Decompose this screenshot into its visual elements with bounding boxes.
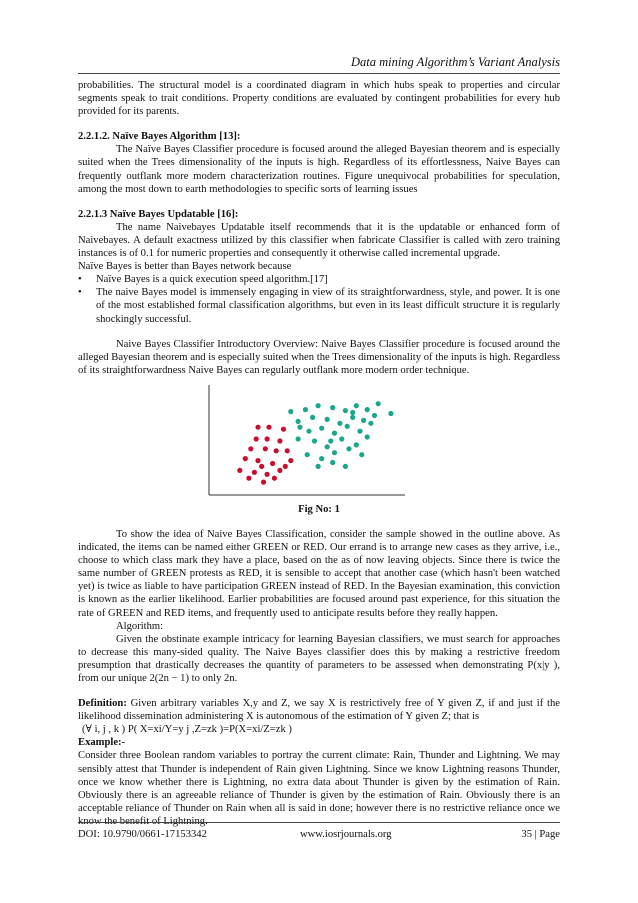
advantages-list xyxy=(78,273,560,325)
scatter-point-green xyxy=(346,446,351,451)
page-body xyxy=(78,79,560,828)
overview-paragraph: Naive Bayes Classifier Introductory Overview: Naive Bayes Classifier procedure is focused around the alleged Bayesian theorem and is especially suited when the Trees dimensionality of the inputs is high. Regardless of its straightforwardness Naive Bayes can regularly outflank more modern order technique. xyxy=(78,338,560,376)
scatter-point-green xyxy=(312,438,317,443)
scatter-point-green xyxy=(328,438,333,443)
footer-website: www.iosrjournals.org xyxy=(300,829,392,840)
naive-bayes-paragraph: The Naïve Bayes Classifier procedure is focused around the alleged Bayesian theorem and is especially suited when the Trees dimensionality of the inputs is high. Regardless of its effortlessness, Naive Bayes can frequently outflank more modern characterization routines. Figure unequivocal probabilities for speculation, among the most down to earth methodologies to specific sorts of learning issues xyxy=(78,144,560,195)
scatter-point-green xyxy=(350,415,355,420)
definition-paragraph xyxy=(78,697,560,723)
scatter-point-green xyxy=(357,428,362,433)
scatter-point-green xyxy=(350,410,355,415)
scatter-point-green xyxy=(306,428,311,433)
naive-bayes-updatable-paragraph: The name Naivebayes Updatable itself recommends that it is the updatable or enhanced form of Naivebayes. A default exactness utilized by this classifier when fabricate Classifier is called with zero training instances is of 0.1 for numeric properties and consequently it otherwise called incremental upgrade. xyxy=(78,221,560,260)
footer-doi: DOI: 10.9790/0661-17153342 xyxy=(78,829,207,840)
scatter-point-green xyxy=(316,464,321,469)
scatter-point-green xyxy=(372,413,377,418)
scatter-point-red xyxy=(237,468,242,473)
scatter-point-green xyxy=(376,401,381,406)
scatter-figure xyxy=(208,384,406,496)
scatter-point-green xyxy=(365,434,370,439)
footer-page-number: 35 | Page xyxy=(521,829,560,840)
scatter-point-green xyxy=(325,444,330,449)
scatter-point-red xyxy=(265,436,270,441)
scatter-point-red xyxy=(277,438,282,443)
scatter-point-red xyxy=(252,470,257,475)
formula: (∀ i, j , k ) P( X=xi/Y=y j ,Z=zk )=P(X=xi/Z=zk ) xyxy=(82,724,292,736)
scatter-plot xyxy=(208,384,406,496)
scatter-point-green xyxy=(330,405,335,410)
scatter-point-red xyxy=(261,479,266,484)
scatter-point-green xyxy=(305,452,310,457)
scatter-point-green xyxy=(296,419,301,424)
intro-paragraph: probabilities. The structural model is a coordinated diagram in which hubs speak to properties and circular segments speak to trait conditions. Property conditions are evaluated by contingent probabilities for every hub provided for its parents. xyxy=(78,80,560,118)
scatter-point-red xyxy=(277,468,282,473)
scatter-point-green xyxy=(359,452,364,457)
scatter-point-red xyxy=(281,426,286,431)
scatter-point-green xyxy=(319,456,324,461)
scatter-point-green xyxy=(316,403,321,408)
scatter-point-red xyxy=(288,458,293,463)
scatter-point-red xyxy=(248,446,253,451)
scatter-point-green xyxy=(354,403,359,408)
scatter-point-green xyxy=(330,460,335,465)
scatter-point-green xyxy=(343,408,348,413)
scatter-point-green xyxy=(388,411,393,416)
scatter-point-green xyxy=(288,409,293,414)
scatter-point-green xyxy=(319,425,324,430)
scatter-point-green xyxy=(296,436,301,441)
definition-text: Given arbitrary variables X,y and Z, we say X is restrictively free of Y given Z, if and just if the likelihood dissemination administering X is autonomous of the estimation of Y given Z; that is xyxy=(78,698,560,723)
scatter-point-green xyxy=(361,418,366,423)
scatter-point-green xyxy=(368,421,373,426)
scatter-point-red xyxy=(243,456,248,461)
running-header: Data mining Algorithm’s Variant Analysis xyxy=(350,55,560,69)
scatter-point-green xyxy=(303,407,308,412)
scatter-point-green xyxy=(339,436,344,441)
header-rule xyxy=(78,73,560,74)
scatter-point-green xyxy=(365,407,370,412)
scatter-point-red xyxy=(274,448,279,453)
example-label: Example:- xyxy=(78,737,126,749)
scatter-point-green xyxy=(297,424,302,429)
list-item: • Naïve Bayes is a quick execution speed algorithm.[17] xyxy=(78,273,560,286)
scatter-point-red xyxy=(255,424,260,429)
scatter-point-green xyxy=(325,417,330,422)
scatter-point-red xyxy=(254,436,259,441)
section-heading-naive-bayes-updatable: 2.2.1.3 Naïve Bayes Updatable [16]: xyxy=(78,208,239,220)
scatter-point-red xyxy=(259,464,264,469)
scatter-point-red xyxy=(270,461,275,466)
scatter-point-red xyxy=(266,424,271,429)
scatter-point-red xyxy=(246,475,251,480)
scatter-point-green xyxy=(332,450,337,455)
scatter-point-red xyxy=(285,448,290,453)
section-heading-naive-bayes: 2.2.1.2. Naïve Bayes Algorithm [13]: xyxy=(78,131,241,143)
example-paragraph: Consider three Boolean random variables to portray the current climate: Rain, Thunder and Lightning. We may sensibly attest that Thunder is independent of Rain given Lightning. Since we know Lightning reasons Thunder, once we know whether there is Lightning, no extra data about Thunder is given by the estimation of Rain. Obviously there is an agreeable reliance of Thunder is given by the estimation of Rain. Obviously there is an acceptable reliance of Thunder on Rain when all is said in done; however there is no restrictive reliance once we know the benefit of Lightning. xyxy=(78,750,560,827)
footer-rule xyxy=(78,822,560,823)
list-item: • The naive Bayes model is immensely engaging in view of its straightforwardness, style, and power. It is one of the most established formal classification algorithms, but even in its least difficult structure it is regularly shockingly successful. xyxy=(78,286,560,325)
scatter-point-green xyxy=(343,464,348,469)
classification-paragraph: To show the idea of Naive Bayes Classification, consider the sample showed in the outline above. As indicated, the items can be named either GREEN or RED. Our errand is to arrange new cases as they arrive, i.e., choose to which class mark they have a place, based on the as of now leaving objects. Since there is twice the same number of GREEN protests as RED, it is sensible to accept that another case (which hasn't been watched yet) is twice as liable to have participation GREEN instead of RED. In the Bayesian examination, this conviction is known as the earlier likelihood. Earlier probabilities are focused around past experience, for this situation the rate of GREEN and RED items, and frequently used to anticipate results before they really happen. xyxy=(78,528,560,619)
scatter-point-green xyxy=(310,415,315,420)
algorithm-paragraph: Given the obstinate example intricacy for learning Bayesian classifiers, we must search for approaches to decrease this many-sided quality. The Naive Bayes classifier does this by making a restrictive freedom presumption that drastically decreases the quantity of parameters to be assessed when demonstrating P(x|y ), from our unique 2(2n − 1) to only 2n. xyxy=(78,633,560,684)
scatter-point-red xyxy=(272,475,277,480)
scatter-point-red xyxy=(263,446,268,451)
scatter-point-green xyxy=(354,442,359,447)
scatter-point-red xyxy=(265,472,270,477)
scatter-point-red xyxy=(255,458,260,463)
definition-label: Definition: xyxy=(78,698,127,710)
scatter-point-green xyxy=(332,430,337,435)
scatter-point-red xyxy=(283,464,288,469)
scatter-point-green xyxy=(337,421,342,426)
figure-caption: Fig No: 1 xyxy=(298,503,340,515)
algorithm-label: Algorithm: xyxy=(116,620,164,632)
comparison-line: Naïve Bayes is better than Bayes network because xyxy=(78,261,292,273)
scatter-point-green xyxy=(345,424,350,429)
